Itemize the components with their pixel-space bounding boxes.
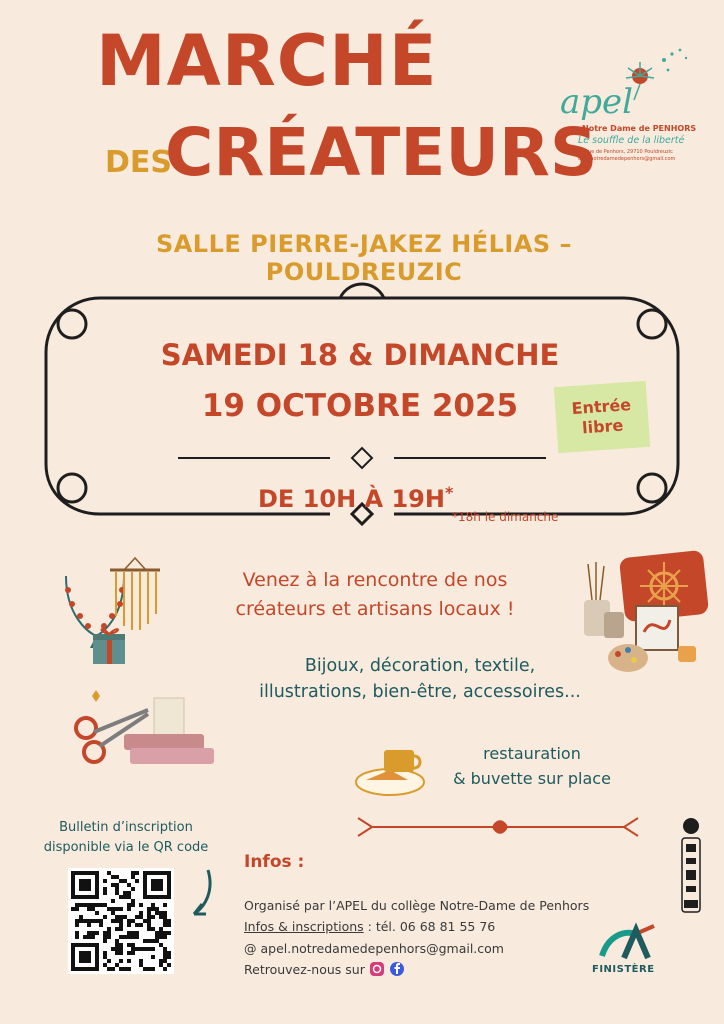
facebook-icon[interactable]: [389, 961, 405, 977]
restauration-text: [432, 742, 632, 792]
categories-line-1: Bijoux, décoration, textile,: [304, 656, 536, 676]
title-marche: MARCHÉ: [96, 20, 438, 102]
bulletin-line-1: Bulletin d’inscription: [59, 820, 193, 835]
invitation-line-2: créateurs et artisans locaux !: [235, 597, 515, 620]
apel-slogan: Le souffle de la liberté: [578, 135, 685, 146]
date-line-2: 19 OCTOBRE 2025: [201, 388, 519, 424]
entree-line-2: libre: [581, 415, 624, 438]
date-line-1: SAMEDI 18 & DIMANCHE: [160, 338, 560, 372]
coffee-cake-icon: [354, 744, 430, 802]
apel-address: 33 rue de Penhors, 29710 Pouldreuzic apel.notredamedepenhors@gmail.com: [578, 149, 676, 162]
credit-agricole-logo: [598, 922, 658, 964]
fabric-icon: [118, 694, 228, 774]
apel-school-name: Notre Dame de PENHORS: [582, 124, 697, 133]
categories-line-2: illustrations, bien-être, accessoires...: [259, 682, 581, 703]
arrow-icon: [186, 866, 216, 922]
infos-organise: Organisé par l’APEL du collège Notre-Dame de Penhors: [244, 898, 590, 913]
sponsor-name: FINISTÈRE: [592, 964, 655, 975]
apel-logo-word: apel: [560, 82, 634, 122]
gift-icon: [90, 624, 130, 666]
infos-tel-value: : tél. 06 68 81 55 76: [363, 919, 496, 935]
bulletin-line-2: disponible via le QR code: [43, 840, 209, 856]
bulletin-text: [22, 818, 230, 858]
hours-star: *: [444, 483, 454, 502]
restauration-line-2: & buvette sur place: [453, 768, 611, 788]
invitation-line-1: Venez à la rencontre de nos: [242, 569, 508, 591]
infos-email[interactable]: @ apel.notredamedepenhors@gmail.com: [244, 940, 504, 956]
restauration-line-1: restauration: [483, 744, 581, 763]
decorative-divider: [352, 814, 644, 840]
infos-heading: Infos :: [244, 852, 305, 872]
instagram-icon[interactable]: [369, 961, 385, 977]
title-createurs: CRÉATEURS: [165, 114, 598, 191]
title-des: DES: [105, 145, 173, 180]
infos-tel-label[interactable]: Infos & inscriptions: [244, 919, 364, 935]
infos-block: [244, 895, 589, 980]
infos-social-line: [244, 959, 589, 980]
opening-hours: [258, 483, 453, 513]
hours-note: *18h le dimanche: [452, 510, 559, 524]
invitation-text: [180, 566, 570, 623]
infos-social: Retrouvez-nous sur: [244, 961, 365, 977]
qr-code[interactable]: [68, 868, 174, 974]
hours-main: DE 10H À 19H: [258, 485, 445, 513]
recycle-icon: [680, 816, 702, 914]
venue: SALLE PIERRE-JAKEZ HÉLIAS – POULDREUZIC: [155, 230, 573, 286]
entree-line-1: Entrée: [570, 394, 632, 419]
categories-text: [220, 653, 620, 706]
entree-libre-badge: [554, 381, 650, 453]
infos-tel-line: [244, 916, 589, 937]
